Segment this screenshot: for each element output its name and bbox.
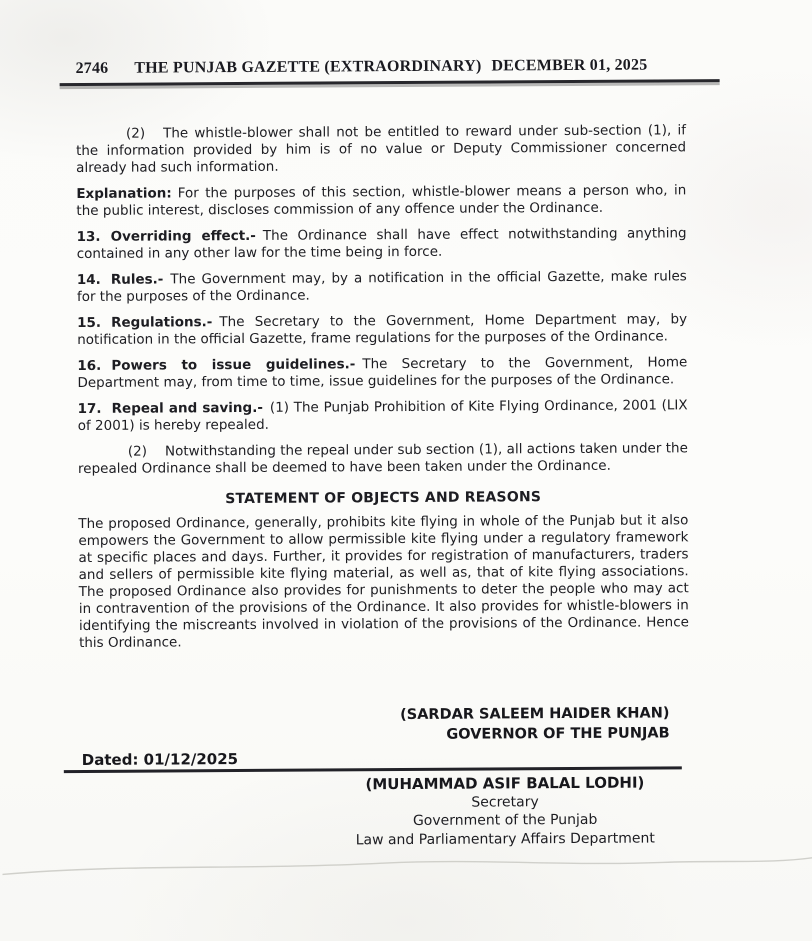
secretary-dept: Law and Parliamentary Affairs Department (355, 829, 655, 848)
explanation-label: Explanation: (76, 185, 172, 203)
governor-signature-block (400, 704, 670, 745)
section-13-overriding-effect (77, 225, 687, 263)
gazette-title: THE PUNJAB GAZETTE (EXTRAORDINARY) (134, 57, 482, 77)
header-rule (60, 79, 720, 86)
scan-crease-line (2, 848, 812, 887)
section-text: The Ordinance shall have effect notwithstanding anything contained in any other law for the time being in force. (76, 225, 687, 263)
governor-title: GOVERNOR OF THE PUNJAB (446, 724, 670, 743)
page-header (75, 56, 719, 78)
page-number: 2746 (75, 59, 109, 78)
subsection-number: (2) (125, 125, 146, 142)
section-number: 14. (76, 271, 101, 289)
ordinance-body (76, 122, 689, 661)
secretary-signature-block (202, 773, 808, 851)
explanation-paragraph (76, 182, 686, 220)
secretary-name: (MUHAMMAD ASIF BALAL LODHI) (365, 773, 645, 794)
gazette-date: DECEMBER 01, 2025 (491, 56, 648, 75)
section-number: 16. (77, 357, 102, 375)
subsection-text: The whistle-blower shall not be entitled to reward under sub-section (1), if the information provided by him is of no value or Deputy Commissioner concerned already had such information. (75, 122, 687, 177)
explanation-text: For the purposes of this section, whistle-blower means a person who, in the public interest, discloses commission of any offence under the Ordinance. (76, 182, 687, 220)
section-title: Rules.- (110, 271, 164, 288)
section-14-rules (77, 268, 687, 306)
statement-of-objects-paragraph: The proposed Ordinance, generally, prohibits kite flying in whole of the Punjab but it also empowers the Government to allow permissible kite flying under a regulatory framework at specific places and days. Further, it provides for registration of manufacturers, traders and sellers of permissible kite flying material, as well as, that of kite flying associations. The proposed Ordinance also provides for punishments to deter the people who may act in contravention of the provisions of the Ordinance. It also provides for whistle-blowers in identifying the miscreants involved in violation of the provisions of the Ordinance. Hence this Ordinance. (78, 512, 689, 652)
subsection-text: Notwithstanding the repeal under sub section (1), all actions taken under the repealed Ordinance shall be deemed to have been taken under the Ordinance. (77, 440, 688, 478)
governor-name: (SARDAR SALEEM HAIDER KHAN) (400, 705, 670, 724)
secretary-title: Secretary (471, 793, 539, 811)
subsection-number: (2) (127, 443, 148, 460)
section-number: 13. (76, 228, 101, 246)
section-text: The Government may, by a notification in the official Gazette, make rules for the purposes of the Ordinance. (76, 268, 687, 306)
section-title: Powers to issue guidelines.- (111, 356, 356, 374)
section-title: Regulations.- (111, 314, 213, 331)
section-15-regulations (77, 311, 687, 349)
dated-line: Dated: 01/12/2025 (81, 750, 239, 769)
section-text: The Secretary to the Government, Home Department may, from time to time, issue guidelines for the purposes of the Ordinance. (77, 354, 688, 392)
section-number: 17. (77, 400, 102, 418)
section-title: Overriding effect.- (110, 227, 256, 245)
secretary-org: Government of the Punjab (412, 811, 598, 829)
repeal-subsection-2-paragraph (78, 440, 688, 478)
section-16-powers-to-issue-guidelines (77, 354, 687, 392)
section-title: Repeal and saving.- (111, 399, 263, 417)
whistleblower-subsection-2-paragraph (76, 122, 686, 177)
statement-of-objects-heading: STATEMENT OF OBJECTS AND REASONS (225, 489, 542, 508)
section-text: (1) The Punjab Prohibition of Kite Flying Ordinance, 2001 (LIX of 2001) is hereby repealed. (77, 397, 688, 435)
section-17-repeal-and-saving (78, 397, 688, 435)
section-number: 15. (77, 314, 102, 332)
section-text: The Secretary to the Government, Home Department may, by notification in the official Gazette, frame regulations for the purposes of the Ordinance. (77, 311, 688, 349)
